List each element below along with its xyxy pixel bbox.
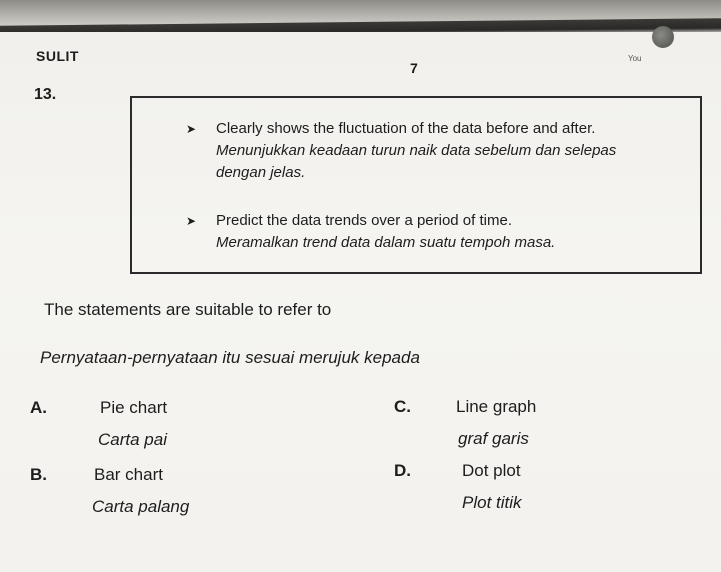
option-d-malay: Plot titik: [462, 493, 522, 512]
prompt-english: The statements are suitable to refer to: [44, 300, 332, 319]
option-c-letter: C.: [394, 397, 411, 416]
statement-1-english: Clearly shows the fluctuation of the data before and after.: [216, 120, 596, 137]
prompt-malay: Pernyataan-pernyataan itu sesuai merujuk kepada: [40, 348, 420, 367]
option-c-malay: graf garis: [458, 429, 529, 448]
background-object-icon: [652, 26, 674, 48]
statement-2: [186, 210, 556, 254]
arrow-bullet-icon: ➤: [186, 214, 197, 228]
page-number: 7: [410, 60, 418, 76]
option-b-letter: B.: [30, 465, 47, 484]
statement-1-malay: Menunjukkan keadaan turun naik data sebelum dan selepas dengan jelas.: [216, 142, 617, 181]
option-a-malay: Carta pai: [98, 430, 167, 449]
corner-note: You: [628, 54, 642, 63]
option-b-english: Bar chart: [94, 465, 163, 484]
option-a-english: Pie chart: [100, 398, 168, 417]
option-d-english: Dot plot: [462, 461, 521, 480]
sulit-label: SULIT: [36, 48, 79, 64]
arrow-bullet-icon: ➤: [186, 122, 197, 136]
option-d-letter: D.: [394, 461, 411, 480]
question-number: 13.: [34, 86, 57, 103]
option-c-english: Line graph: [456, 397, 537, 416]
background-top-band: [0, 0, 721, 30]
option-a-letter: A.: [30, 398, 47, 417]
statement-1: [186, 118, 656, 184]
option-b-malay: Carta palang: [92, 497, 190, 516]
statement-2-english: Predict the data trends over a period of time.: [216, 212, 512, 229]
statement-2-malay: Meramalkan trend data dalam suatu tempoh masa.: [216, 234, 556, 251]
